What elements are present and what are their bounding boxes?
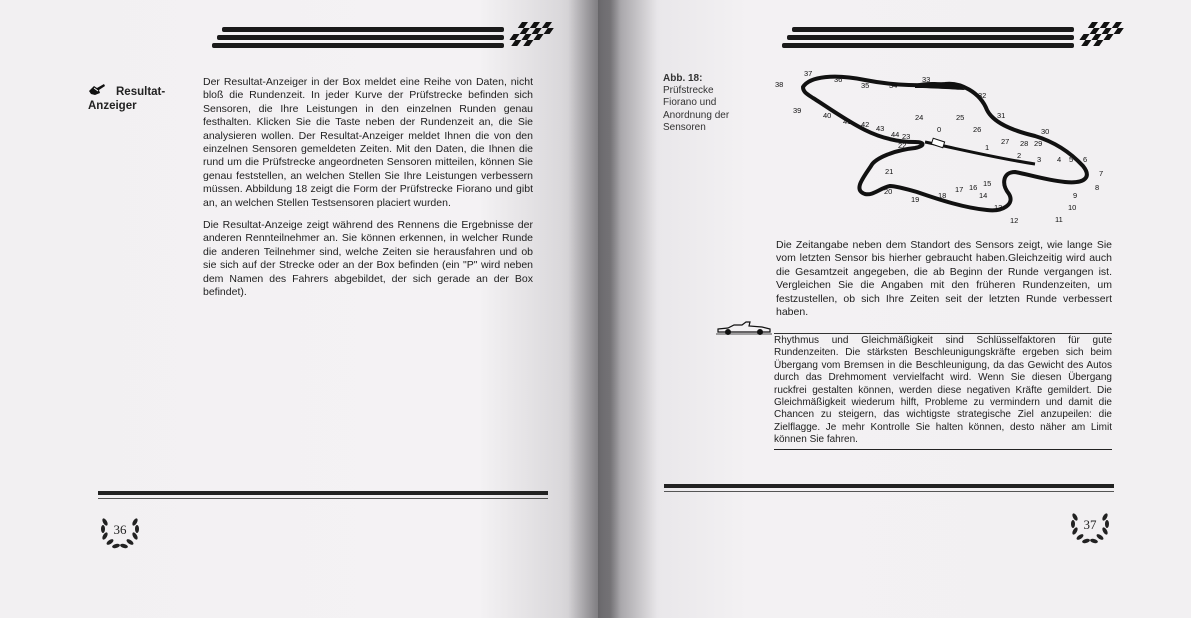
side-title: [88, 85, 165, 113]
footer-rule-thin: [664, 491, 1114, 492]
sensor-label: 30: [1041, 127, 1050, 136]
header-stripe: [787, 35, 1074, 40]
sensor-label: 15: [983, 179, 992, 188]
sensor-label: 40: [823, 111, 832, 120]
header-stripe: [792, 27, 1074, 32]
sensor-label: 31: [997, 111, 1006, 120]
checkered-flag-icon: [502, 22, 554, 50]
header-stripe: [782, 43, 1074, 48]
sensor-label: 22: [898, 141, 907, 150]
sensor-label: 37: [804, 69, 813, 78]
sensor-label: 7: [1099, 169, 1104, 178]
sensor-label: 8: [1095, 183, 1100, 192]
sensor-label: 44: [891, 130, 900, 139]
sensor-label: 6: [1083, 155, 1088, 164]
page-number-badge: [1069, 503, 1111, 545]
sensor-label: 26: [973, 125, 982, 134]
sensor-label: 11: [1055, 215, 1063, 224]
header-stripe: [217, 35, 504, 40]
side-title-line1: Resultat-: [116, 86, 166, 98]
sensor-label: 39: [793, 106, 802, 115]
side-title-line2: Anzeiger: [88, 100, 137, 112]
caption-text: Prüfstrecke Fiorano und Anordnung der Sensoren: [663, 85, 730, 133]
sensor-label: 17: [955, 185, 964, 194]
race-car-icon: [716, 320, 772, 336]
sensor-label: 23: [902, 132, 911, 141]
right-paragraph-1: Die Zeitangabe neben dem Standort des Sensors zeigt, wie lange Sie vom letzten Sensor bis hierher gebraucht haben.Gleichzeitig wird auch die Gesamtzeit angegeben, die ab Beginn der Runde vergangen ist. Vergleichen Sie die Angaben mit den früheren Rundenzeiten, um festzustellen, ob sich Ihre Zeiten seit der letzten Runde verbessert haben.: [776, 239, 1112, 319]
tip-text: Rhythmus und Gleichmäßigkeit sind Schlüsselfaktoren für gute Rundenzeiten. Die stärksten Beschleunigungskräfte ergeben sich beim Übergang vom Bremsen in die Beschleunigung, da das Gewicht des Autos durch das Drehmoment vervielfacht wird. Wenn Sie diesen Übergang ruckfrei gestalten können, werden diese negativen Kräfte gemildert. Die Gleichmäßigkeit wiederum hilft, Probleme zu vermindern und damit die Chancen zu steigern, das wichtigste strategische Ziel anzupeilen: die Zielflagge. Je mehr Kontrolle Sie halten können, desto näher am Limit können Sie fahren.: [774, 335, 1112, 446]
sensor-label: 1: [985, 143, 990, 152]
sensor-label: 25: [956, 113, 965, 122]
left-paragraph-1: Der Resultat-Anzeiger in der Box meldet eine Reihe von Daten, nicht bloß die Rundenzeit. In jeder Kurve der Prüfstrecke befinden sich Sensoren, die Ihre Leistungen in den einzelnen Runden genau festhalten. Klicken Sie die Taste neben der Rundenzeit an, die Sie analysieren wollen. Der Resultat-Anzeiger meldet Ihnen die von den einzelnen Sensoren gemeldeten Zeiten. Mit den Daten, die Ihnen die rund um die Prüfstrecke angeordneten Sensoren mitteilen, können Sie genau feststellen, an welchen Stellen Sie Ihre Leistungen verbessern müssen. Abbildung 18 zeigt die Form der Prüfstrecke Fiorano und gibt an, an welchen Stellen Testsensoren placiert wurden.: [203, 76, 533, 209]
sensor-label: 36: [834, 75, 843, 84]
sensor-label: 3: [1037, 155, 1042, 164]
sensor-label: 38: [775, 80, 784, 89]
pit-box-marker: [931, 138, 944, 147]
sensor-label: 14: [979, 191, 988, 200]
sensor-label: 43: [876, 124, 885, 133]
sensor-label: 35: [861, 81, 870, 90]
header-stripe: [212, 43, 504, 48]
sensor-label: 42: [861, 120, 870, 129]
page-number: 36: [113, 522, 127, 537]
track-diagram: [765, 60, 1115, 232]
sensor-label: 2: [1017, 151, 1022, 160]
caption-label: Abb. 18:: [663, 73, 703, 84]
page-number-badge: [99, 508, 141, 550]
sensor-label: 16: [969, 183, 978, 192]
figure-caption: [663, 73, 743, 134]
sensor-label: 5: [1069, 155, 1074, 164]
sensor-label: 18: [938, 191, 947, 200]
sensor-label: 32: [978, 91, 987, 100]
sensor-label: 27: [1001, 137, 1010, 146]
sensor-label: 24: [915, 113, 924, 122]
page-number: 37: [1083, 517, 1097, 532]
sensor-label: 13: [994, 203, 1003, 212]
sensor-label: 21: [885, 167, 894, 176]
footer-rule: [98, 491, 548, 495]
sensor-label: 19: [911, 195, 920, 204]
sensor-label: 41: [843, 117, 852, 126]
tip-box: [774, 333, 1112, 450]
sensor-label: 0: [937, 125, 942, 134]
sensor-label: 4: [1057, 155, 1062, 164]
footer-rule: [664, 484, 1114, 488]
sensor-label: 12: [1010, 216, 1019, 225]
sensor-label: 20: [884, 187, 893, 196]
sensor-label: 9: [1073, 191, 1078, 200]
sensor-label: 34: [889, 81, 898, 90]
sensor-label: 29: [1034, 139, 1043, 148]
left-paragraph-2: Die Resultat-Anzeige zeigt während des Rennens die Ergebnisse der anderen Rennteilnehmer an. Sie können erkennen, in welcher Runde die anderen Teilnehmer sind, welche Zeiten sie herausfahren und ob sie sich auf der Strecke oder an der Box befinden (ein "P" wird neben dem Namen des Fahrers abgebildet, der sich gerade an der Box befindet).: [203, 219, 533, 299]
footer-rule-thin: [98, 498, 548, 499]
header-stripe: [222, 27, 504, 32]
book-gutter: [560, 0, 660, 618]
sensor-label: 28: [1020, 139, 1029, 148]
checkered-flag-icon: [1072, 22, 1124, 50]
sensor-label: 33: [922, 75, 931, 84]
sensor-label: 10: [1068, 203, 1077, 212]
